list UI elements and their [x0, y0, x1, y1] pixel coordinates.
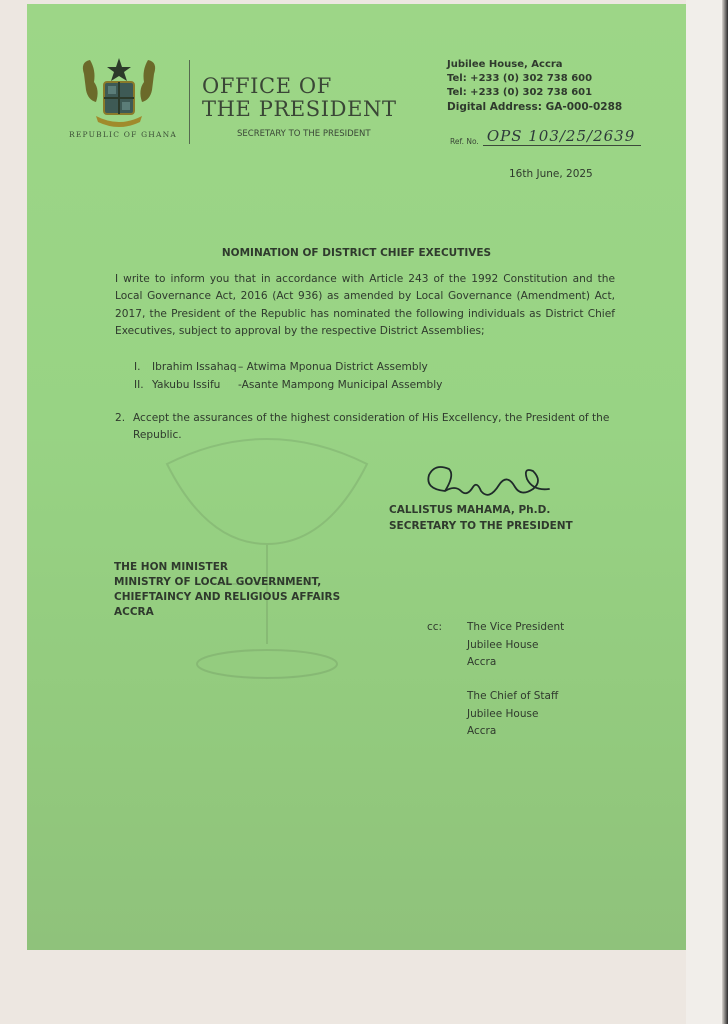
signatory-title: SECRETARY TO THE PRESIDENT: [389, 520, 573, 532]
closing-line-2: Republic.: [133, 429, 182, 442]
closing-line-1: Accept the assurances of the highest consideration of His Excellency, the President of the: [133, 412, 610, 424]
address: Jubilee House, Accra: [447, 59, 563, 70]
header-divider: [189, 60, 190, 144]
closing-number: 2.: [115, 412, 126, 424]
letter-paper: [27, 4, 686, 950]
reference-number: [450, 126, 641, 146]
cc-line: Accra: [467, 725, 497, 737]
telephone-2: Tel: +233 (0) 302 738 601: [447, 87, 593, 98]
letter-title: NOMINATION OF DISTRICT CHIEF EXECUTIVES: [221, 247, 492, 259]
office-line-2: THE PRESIDENT: [202, 97, 397, 121]
digital-address: Digital Address: GA-000-0288: [447, 101, 623, 113]
nominee-item: [134, 359, 442, 377]
cc-line: The Vice President: [467, 621, 565, 633]
body-paragraph: I write to inform you that in accordance with Article 243 of the 1992 Constitution and the Local Governance Act, 2016 (Act 936) as amended by Local Governance (Amendment) Act, 2017, the President of the Republic has nominated the following individuals as District Chief Executives, subject to approval by the respective District Assemblies;: [115, 273, 615, 338]
nominee-assembly: -Asante Mampong Municipal Assembly: [238, 378, 443, 391]
addressee-line: MINISTRY OF LOCAL GOVERNMENT,: [114, 576, 322, 588]
telephone-1: Tel: +233 (0) 302 738 600: [447, 73, 593, 84]
addressee-block: [114, 560, 340, 620]
republic-of-ghana-label: REPUBLIC OF GHANA: [69, 130, 177, 139]
cc-label: cc:: [427, 621, 443, 633]
page-margin: [686, 0, 722, 1024]
nominee-number: I.: [134, 361, 141, 373]
cc-line: The Chief of Staff: [467, 690, 559, 702]
signatory-block: [389, 502, 573, 534]
letter-date: 16th June, 2025: [509, 168, 593, 180]
nominee-name: Yakubu Issifu: [152, 378, 221, 391]
addressee-line: CHIEFTAINCY AND RELIGIOUS AFFAIRS: [114, 591, 341, 603]
cc-line: Jubilee House: [467, 638, 539, 651]
reference-value: OPS 103/25/2639: [483, 127, 641, 146]
nominee-name: Ibrahim Issahaq: [152, 361, 237, 373]
cc-recipient: [467, 688, 558, 741]
closing-paragraph: [115, 410, 615, 445]
office-of-the-president-heading: [202, 75, 397, 121]
nominee-list: [134, 359, 442, 394]
reference-label: Ref. No.: [450, 137, 479, 146]
nominee-assembly: – Atwima Mponua District Assembly: [238, 361, 428, 373]
office-line-1: OFFICE OF: [202, 74, 332, 98]
office-subtitle: SECRETARY TO THE PRESIDENT: [237, 129, 371, 139]
addressee-line: THE HON MINISTER: [114, 561, 228, 573]
watermark-emblem: [127, 424, 407, 684]
cc-line: Jubilee House: [467, 707, 539, 720]
page-edge: [722, 0, 728, 1024]
signature-icon: [415, 461, 565, 507]
ghana-coat-of-arms-icon: [78, 56, 160, 128]
signatory-name: CALLISTUS MAHAMA, Ph.D.: [389, 504, 551, 516]
contact-block: [447, 58, 622, 114]
nominee-item: [134, 377, 442, 395]
nominee-number: II.: [134, 378, 144, 391]
cc-line: Accra: [467, 656, 497, 668]
addressee-line: ACCRA: [114, 606, 154, 618]
cc-recipient: [467, 619, 564, 672]
